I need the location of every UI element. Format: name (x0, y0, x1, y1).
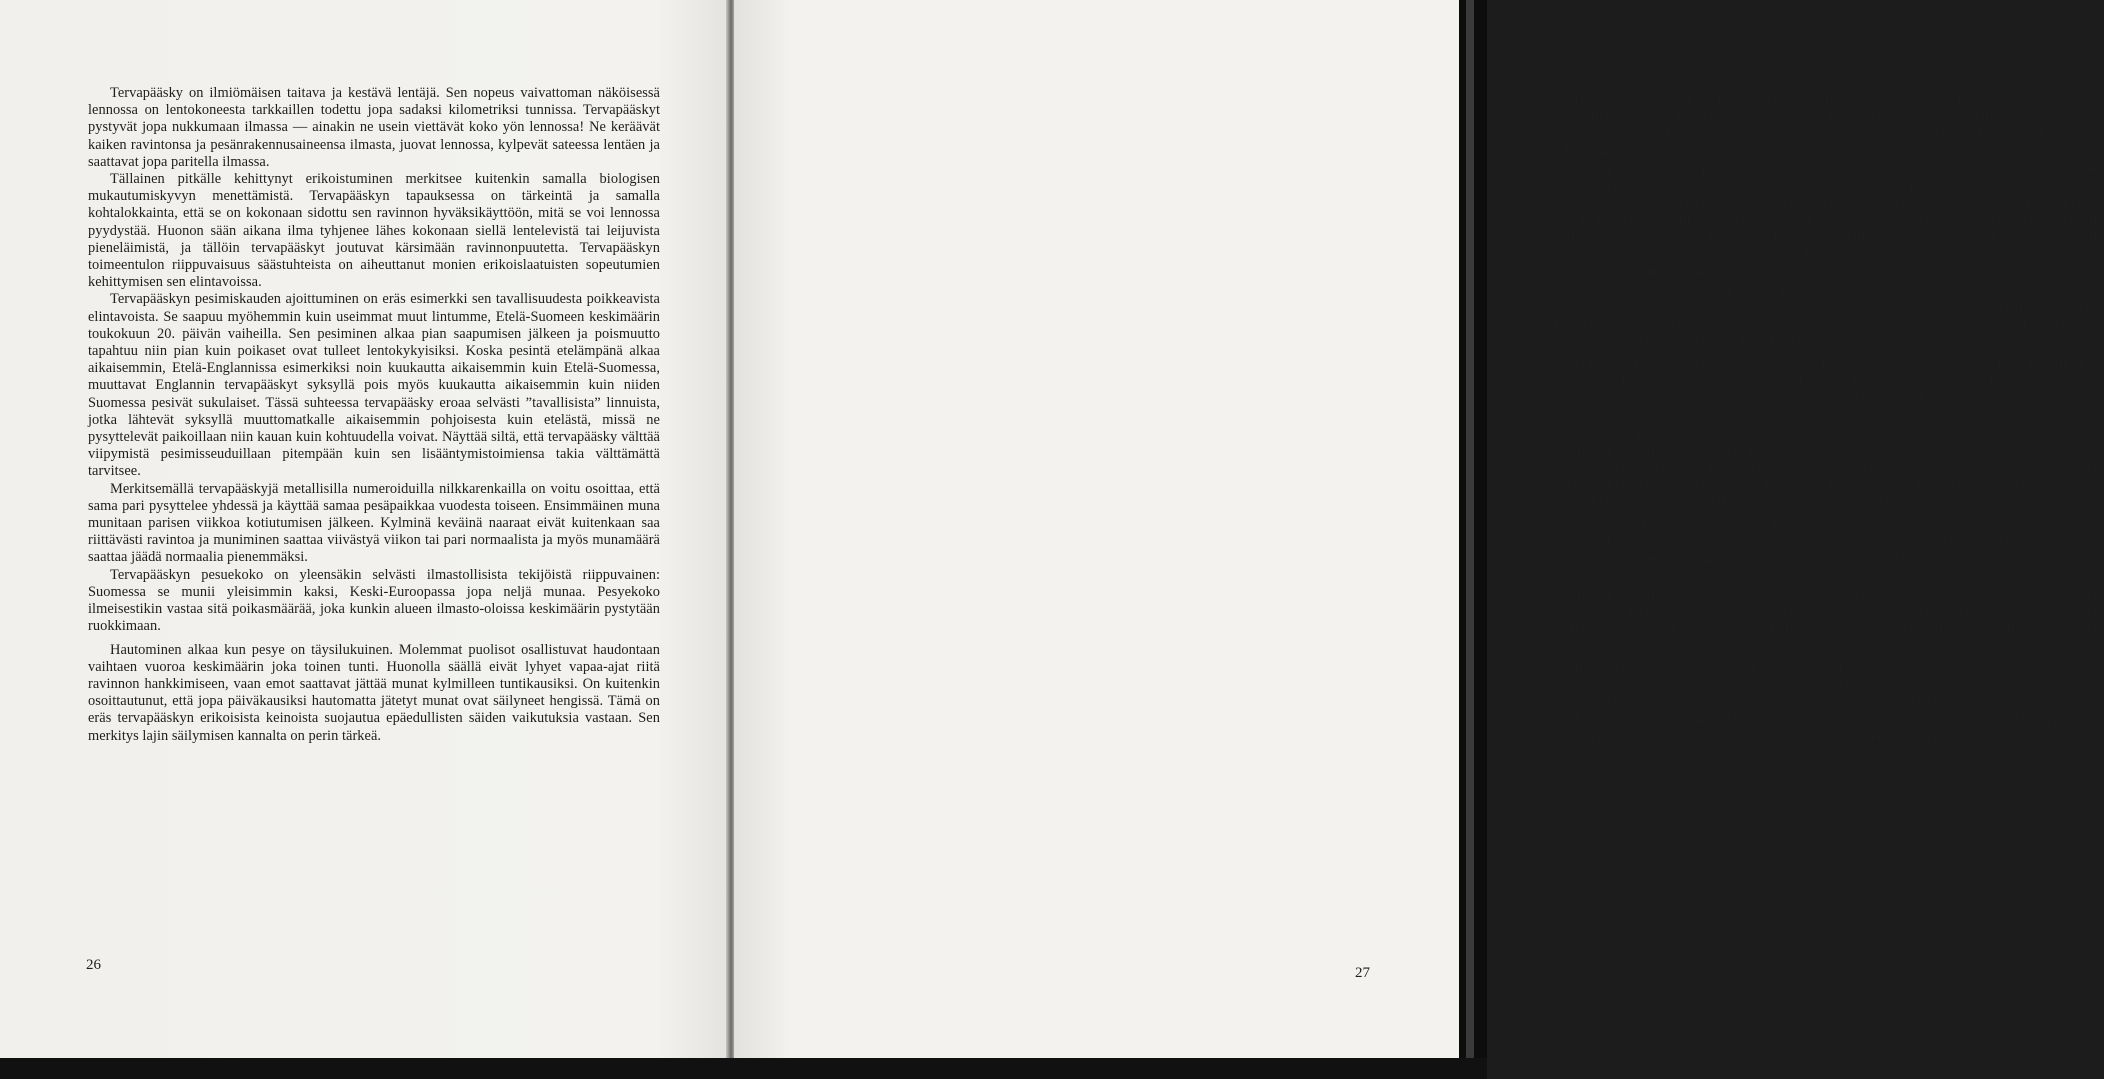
right-paragraph-5: Tervapääskyn ”suunnitelma” poikasten kasvattamiseksi on selvästikin sellainen, että heti alussa pyritään rakentamaan mahdollisimman suuret ja turvalliset rasvavarastot ja vasta tämän jälkeen aloitetaan varsinainen kasvaminen ja kehittyminen. Tällä tavoin voidaan paremmin kestää kehityksen aikana melko varmasti eteen tulevat tilapäiset nälkäkaudet. (1552, 442, 2104, 510)
scan-right-edge-strip (1466, 0, 1474, 1079)
left-page (0, 0, 728, 1058)
scan-bottom-edge (0, 1058, 1487, 1079)
left-page-text (88, 85, 660, 745)
right-paragraph-4: Poikasten höyhenys kehittyy vasta paljon myöhemmin ja se puolestaan määrää milloin ne saavuttavat lentokyvyn. Niinpä edullisissakin olosuhteissa poikaset voivat lähteä pesästä vasta viiden viikon ikäisinä, yleensä kuitenkin 6—7 viikon, joissakin tapauksissa vasta 8 viikon ikäisinä. Myös höyhenpuvun kehitys on näet — päinvastoin kuin linnuilla yleensä — sääsuhteista riippuvainen. (1552, 356, 2104, 441)
left-paragraph-5: Tervapääskyn pesuekoko on yleensäkin selvästi ilmastollisista tekijöistä riippuvainen: Suomessa se munii yleisimmin kaksi, Keski-Euroopassa jopa neljä munaa. Pesyekoko ilmeisestikin vastaa sitä poikasmäärää, joka kunkin alueen ilmasto-oloissa keskimäärin pystytään ruokkimaan. (88, 566, 660, 635)
left-paragraph-6: Hautominen alkaa kun pesye on täysilukuinen. Molemmat puolisot osallistuvat haudontaan vaihtaen vuoroa keskimäärin joka toinen tunti. Huonolla säällä eivät lyhyet vapaa-ajat riitä ravinnon hankkimiseen, vaan emot saattavat jättää munat kylmilleen tuntikausiksi. On kuitenkin osoittautunut, että jopa päiväkausiksi hautomatta jätetyt munat ovat säilyneet hengissä. Tämä on eräs tervapääskyn erikoisista keinoista suojautua epäedullisten säiden vaikutuksia vastaan. Sen merkitys lajin säilymisen kannalta on perin tärkeä. (88, 641, 660, 744)
left-paragraph-3: Tervapääskyn pesimiskauden ajoittuminen on eräs esimerkki sen tavallisuudesta poikkeavista elintavoista. Se saapuu myöhemmin kuin useimmat muut lintumme, Etelä-Suomeen keskimäärin toukokuun 20. päivän vaiheilla. Sen pesiminen alkaa pian saapumisen jälkeen ja poismuutto tapahtuu niin pian kuin poikaset ovat tulleet lentokykyisiksi. Koska pesintä etelämpänä alkaa aikaisemmin, Etelä-Englannissa esimerkiksi noin kuukautta aikaisemmin kuin Etelä-Suomessa, muuttavat Englannin tervapääskyt syksyllä pois myös kuukautta aikaisemmin kuin niiden Suomessa pesivät sukulaiset. Tässä suhteessa tervapääsky eroaa selvästi ”tavallisista” linnuista, jotka lähtevät syksyllä muuttomatkalle aikaisemmin pohjoisesta kuin etelästä, missä ne pysyttelevät paikoillaan niin kauan kuin kohtuudella voivat. Näyttää siltä, että tervapääsky välttää viipymistä pesimisseuduillaan pitempään kuin sen lisääntymistoimiensa takia välttämättä tarvitsee. (88, 291, 660, 480)
right-paragraph-6: Sellaisten lintujen poikaset, joiden ravinnonsaanti on tasainen ja turvattu, eivät tervapääskyn tapaan kerää ruumiiseensa suuria vararavintomääriä, vaan keskittyvät alusta pitäen kasvamiseen. Tämän vuoksi ne eivät yleensä pystykään kestämään juuri yhtä päivää pitempää paastoa. (1552, 516, 2104, 585)
left-paragraph-1: Tervapääsky on ilmiömäisen taitava ja kestävä lentäjä. Sen nopeus vaivattoman näköisessä lennossa on lentokoneesta tarkkaillen todettu jopa sadaksi kilometriksi tunnissa. Tervapääskyt pystyvät jopa nukkumaan ilmassa — ainakin ne usein viettävät koko yön lennossa! Ne keräävät kaiken ravintonsa ja pesänrakennusaineensa ilmasta, juovat lennossa, kylpevät sateessa lentäen ja saattavat jopa paritella ilmassa. (88, 85, 660, 170)
right-paragraph-7: Tervapääskyn poikanen pystyy ravintovarastojensa turvin paastoamaan hämmästyttäviä aikoja. Jo vastakuoriutunutkin poikanen pysyy hengissä ainakin kaksi vuorokautta ilman ravintoa. Vanhemmat hyväkuntoiset poikaset kestävät ainakin viikon paaston ilman vakavia vaurioita. (1552, 585, 2104, 654)
right-paragraph-2: Tervapääsky ruokkii poikasiaan pikkueläimillä, joita se valtava kita ammollaan lentäen saalistaa ja kerää suuriksi palloiksi alaleukansa ihopussiin. Ravintopallo painaa keskimäärin hiukan toista grammaa ja sisältää useita satoja, jopa toista tuhatta hyönteistä. Ensimmäisen viikon aikana emolintu pienentää pallon ja jakaa sen poikasten kesken. Myöhemmällä iällä poikanen kerrallaan saa koko saaliin. Kauniilla ilmalla tervapääskyn on todettu tuovan pesälle jopa nelisenkymmentä ravintopalloa vuorokaudessa ja niiden on arvioitu sisältävän yhteensä noin 20 000 hyönteisyksilöä. (1552, 160, 2104, 281)
right-paragraph-8: Itse asiassa tervapääskyn poikaset ovat nälkää vastaan paremmin turvatut kuin niiden emot. Nehän vain lepäilevät pesässä ja sulattelevat sisäisiä ravintovarastojaan, kun taas kiivaasti lentävät emot kuluttavat suuria määriä energiaa ja tarvitsevat kaiken aikaa ravintoa vilkkaan aineenvaihduntansa ylläpitämiseksi. Tämän vuoksi tervapääskyt ovatkin järjestäneet asiansa siten, että pahimpien säiden ajaksi emot yksinkertaisesti jättävät (1552, 660, 2104, 746)
left-paragraph-4: Merkitsemällä tervapääskyjä metallisilla numeroiduilla nilkkarenkailla on voitu osoittaa, että sama pari pysyttelee yhdessä ja käyttää samaa pesäpaikkaa vuodesta toiseen. Ensimmäinen muna munitaan parisen viikkoa kotiutumisen jälkeen. Kylminä keväinä naaraat eivät kuitenkaan saa riittävästi ravintoa ja muniminen saattaa viivästyä viikon tai pari normaalista ja myös munamäärä saattaa jäädä normaalia pienemmäksi. (88, 480, 660, 566)
right-page-text (1552, 92, 2104, 747)
page-number-left: 26 (86, 957, 101, 973)
page-number-right: 27 (1355, 965, 1370, 981)
right-page (734, 0, 2104, 1058)
right-paragraph-3: Jos ravinto-olosuhteet ovat hyvät, poikaset kasvavat tavattoman nopeasti niin, että jo 10 vrk:n iässä ne voivat painaa 50 g eli kymmenkunta grammaa yli keskimääräisen aikuispainon. Toisaalta huonon sään aikana elämään joutunut saman ikäinen poikanen voi painaa vain runsaat pari grammaa enemmän kuin kuoriutuessaan. (1552, 281, 2104, 349)
left-paragraph-2: Tällainen pitkälle kehittynyt erikoistuminen merkitsee kuitenkin samalla biologisen mukautumiskyvyn menettämistä. Tervapääskyn tapauksessa on tärkeintä ja samalla kohtalokkainta, että se on kokonaan sidottu sen ravinnon hyväksikäyttöön, mitä se voi lennossa pyydystää. Huonon sään aikana ilma tyhjenee lähes kokonaan siellä lentelevistä tai leijuvista pieneläimistä, ja tällöin tervapääskyt joutuvat kärsimään ravinnonpuutetta. Tervapääskyn toimeentulon riippuvaisuus säästuhteista on aiheuttanut monien erikoislaatuisten sopeutumien kehittymisen sen elintavoissa. (88, 171, 660, 291)
right-paragraph-1: Hautomisaika on noin 19—20 vrk, eli viikon verran pitempi kuin vastaavankokoisten varpuslintujen. Siitä huolimatta poikaset ovat kuoriutuessaan erittäin kehittymättömiä. Emot lämmittävät niitä koko ensimmäisen viikon ja vielä toisellakin viikolla ainakin puolet valoisasta ajasta ja yöajan kokonaan. (1552, 92, 2104, 160)
